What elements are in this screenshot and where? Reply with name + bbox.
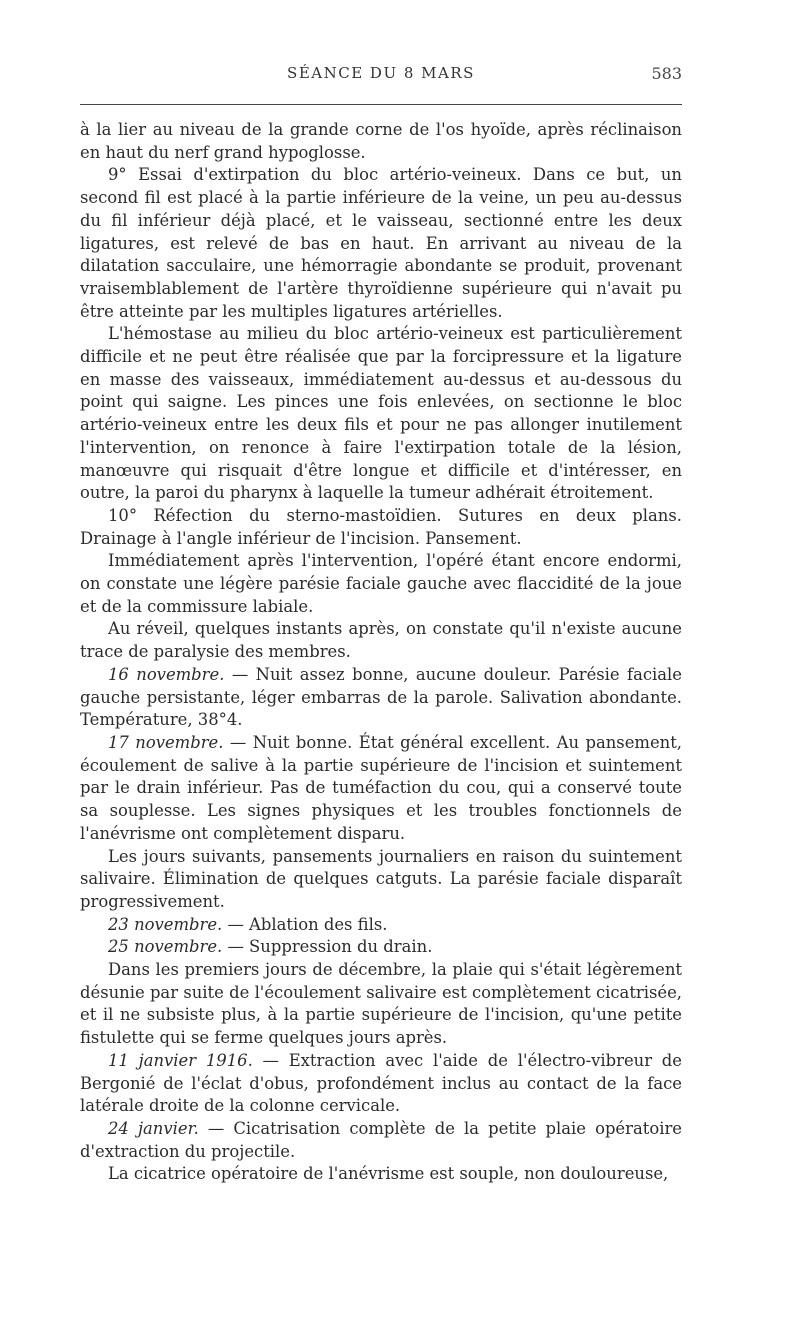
paragraph-text: Immédiatement après l'intervention, l'opéré étant encore endormi, on constate une légère parésie faciale gauche avec flaccidité de la joue et de la commissure labiale. [80,551,682,616]
paragraph [80,1050,682,1118]
paragraph [80,550,682,618]
body-text [80,119,682,1186]
paragraph-text: Dans les premiers jours de décembre, la plaie qui s'était légèrement désunie par suite de l'écoulement salivaire est complètement cicatrisée, et il ne subsiste plus, à la partie supérieure de l'incision, qu'une petite fistulette qui se ferme quelques jours après. [80,960,682,1048]
paragraph-text: Les jours suivants, pansements journaliers en raison du suintement salivaire. Élimination de quelques catguts. La parésie faciale disparaît progressivement. [80,846,682,911]
paragraph [80,732,682,846]
paragraph-text: L'hémostase au milieu du bloc artério-veineux est particulièrement difficile et ne peut être réalisée que par la forcipressure et la ligature en masse des vaisseaux, immédiatement au-dessus et au-dessous du point qui saigne. Les pinces une fois enlevées, on sectionne le bloc artério-veineux entre les deux fils et pour ne pas allonger inutilement l'intervention, on renonce à faire l'extirpation totale de la lésion, manœuvre qui risquait d'être longue et difficile et d'intéresser, en outre, la paroi du pharynx à laquelle la tumeur adhérait étroitement. [80,324,682,503]
paragraph [80,914,682,937]
header-rule [80,104,682,105]
date-lead: 16 novembre. [108,664,225,684]
date-lead: 17 novembre. [108,732,224,752]
date-lead: 11 janvier 1916. [108,1050,253,1070]
header-title: SÉANCE DU 8 MARS [287,64,475,82]
paragraph-text: à la lier au niveau de la grande corne de l'os hyoïde, après réclinaison en haut du nerf grand hypoglosse. [80,120,682,162]
date-lead: 23 novembre. [108,914,223,934]
paragraph [80,1118,682,1163]
paragraph-text: — Nuit assez bonne, aucune douleur. Parésie faciale gauche persistante, léger embarras de la parole. Salivation abondante. Température, 38°4. [80,664,682,730]
paragraph [80,164,682,323]
page-number: 583 [651,64,682,83]
paragraph-text: — Cicatrisation complète de la petite plaie opératoire d'extraction du projectile. [80,1118,682,1161]
paragraph [80,119,682,164]
date-lead: 25 novembre. [108,937,223,957]
paragraph [80,505,682,550]
paragraph-text: Au réveil, quelques instants après, on constate qu'il n'existe aucune trace de paralysie des membres. [80,619,682,662]
paragraph-text: 9° Essai d'extirpation du bloc artério-veineux. Dans ce but, un second fil est placé à la partie inférieure de la veine, un peu au-dessus du fil inférieur déjà placé, et le vaisseau, sectionné entre les deux ligatures, est relevé de bas en haut. En arrivant au niveau de la dilatation sacculaire, une hémorragie abondante se produit, provenant vraisemblablement de l'artère thyroïdienne supérieure qui n'avait pu être atteinte par les multiples ligatures artérielles. [80,165,682,321]
paragraph-text: La cicatrice opératoire de l'anévrisme est souple, non douloureuse, [108,1164,669,1184]
paragraph-text: — Ablation des fils. [222,914,388,934]
paragraph-text: 10° Réfection du sterno-mastoïdien. Sutures en deux plans. Drainage à l'angle inférieur de l'incision. Pansement. [80,505,682,548]
paragraph-text: — Suppression du drain. [222,937,433,957]
date-lead: 24 janvier. [108,1118,199,1138]
paragraph [80,323,682,505]
paragraph [80,936,682,959]
paragraph-text: — Extraction avec l'aide de l'électro-vibreur de Bergonié de l'éclat d'obus, profondément inclus au contact de la face latérale droite de la colonne cervicale. [80,1050,682,1116]
paragraph [80,1163,682,1186]
paragraph [80,618,682,663]
paragraph-text: — Nuit bonne. État général excellent. Au pansement, écoulement de salive à la partie supérieure de l'incision et suintement par le drain inférieur. Pas de tuméfaction du cou, qui a conservé toute sa souplesse. Les signes physiques et les troubles fonctionnels de l'anévrisme ont complètement disparu. [80,732,682,843]
paragraph [80,664,682,732]
paragraph [80,846,682,914]
running-header [80,62,682,86]
paragraph [80,959,682,1050]
